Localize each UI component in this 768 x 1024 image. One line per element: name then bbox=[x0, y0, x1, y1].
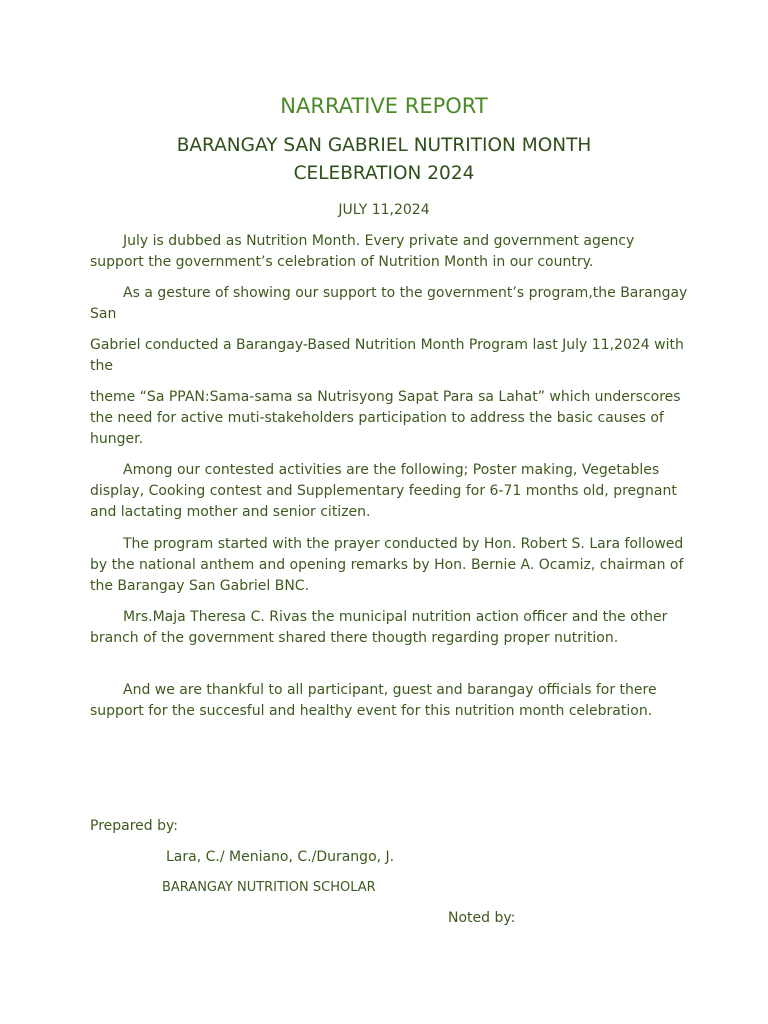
noted-by-label: Noted by: bbox=[448, 910, 516, 926]
subtitle-line-2: CELEBRATION 2024 bbox=[293, 163, 475, 184]
report-title: NARRATIVE REPORT bbox=[280, 94, 488, 118]
preparer-role: BARANGAY NUTRITION SCHOLAR bbox=[162, 880, 376, 895]
paragraph-1: July is dubbed as Nutrition Month. Every private and government agency support the government’s celebration of Nutrition Month in our country. bbox=[90, 233, 635, 270]
paragraph-5: Among our contested activities are the following; Poster making, Vegetables display, Cooking contest and Supplementary feeding for 6-71 months old, pregnant and lactating mother and senior citizen. bbox=[90, 462, 677, 520]
subtitle-line-1: BARANGAY SAN GABRIEL NUTRITION MONTH bbox=[176, 135, 592, 156]
preparers-names: Lara, C./ Meniano, C./Durango, J. bbox=[166, 849, 395, 865]
paragraph-4: theme “Sa PPAN:Sama-sama sa Nutrisyong Sapat Para sa Lahat” which underscores the need for active muti-stakeholders participation to address the basic causes of hunger. bbox=[90, 389, 681, 447]
paragraph-8: And we are thankful to all participant, guest and barangay officials for there support for the succesful and healthy event for this nutrition month celebration. bbox=[90, 682, 657, 719]
paragraph-7: Mrs.Maja Theresa C. Rivas the municipal nutrition action officer and the other branch of the government shared there thougth regarding proper nutrition. bbox=[90, 609, 668, 646]
prepared-by-label: Prepared by: bbox=[90, 818, 178, 834]
paragraph-3: Gabriel conducted a Barangay-Based Nutrition Month Program last July 11,2024 with the bbox=[90, 337, 684, 374]
report-subtitle bbox=[0, 132, 768, 188]
paragraph-6: The program started with the prayer conducted by Hon. Robert S. Lara followed by the national anthem and opening remarks by Hon. Bernie A. Ocamiz, chairman of the Barangay San Gabriel BNC. bbox=[90, 536, 684, 594]
paragraph-2: As a gesture of showing our support to the government’s program,the Barangay San bbox=[90, 285, 688, 322]
report-date: JULY 11,2024 bbox=[338, 202, 430, 218]
